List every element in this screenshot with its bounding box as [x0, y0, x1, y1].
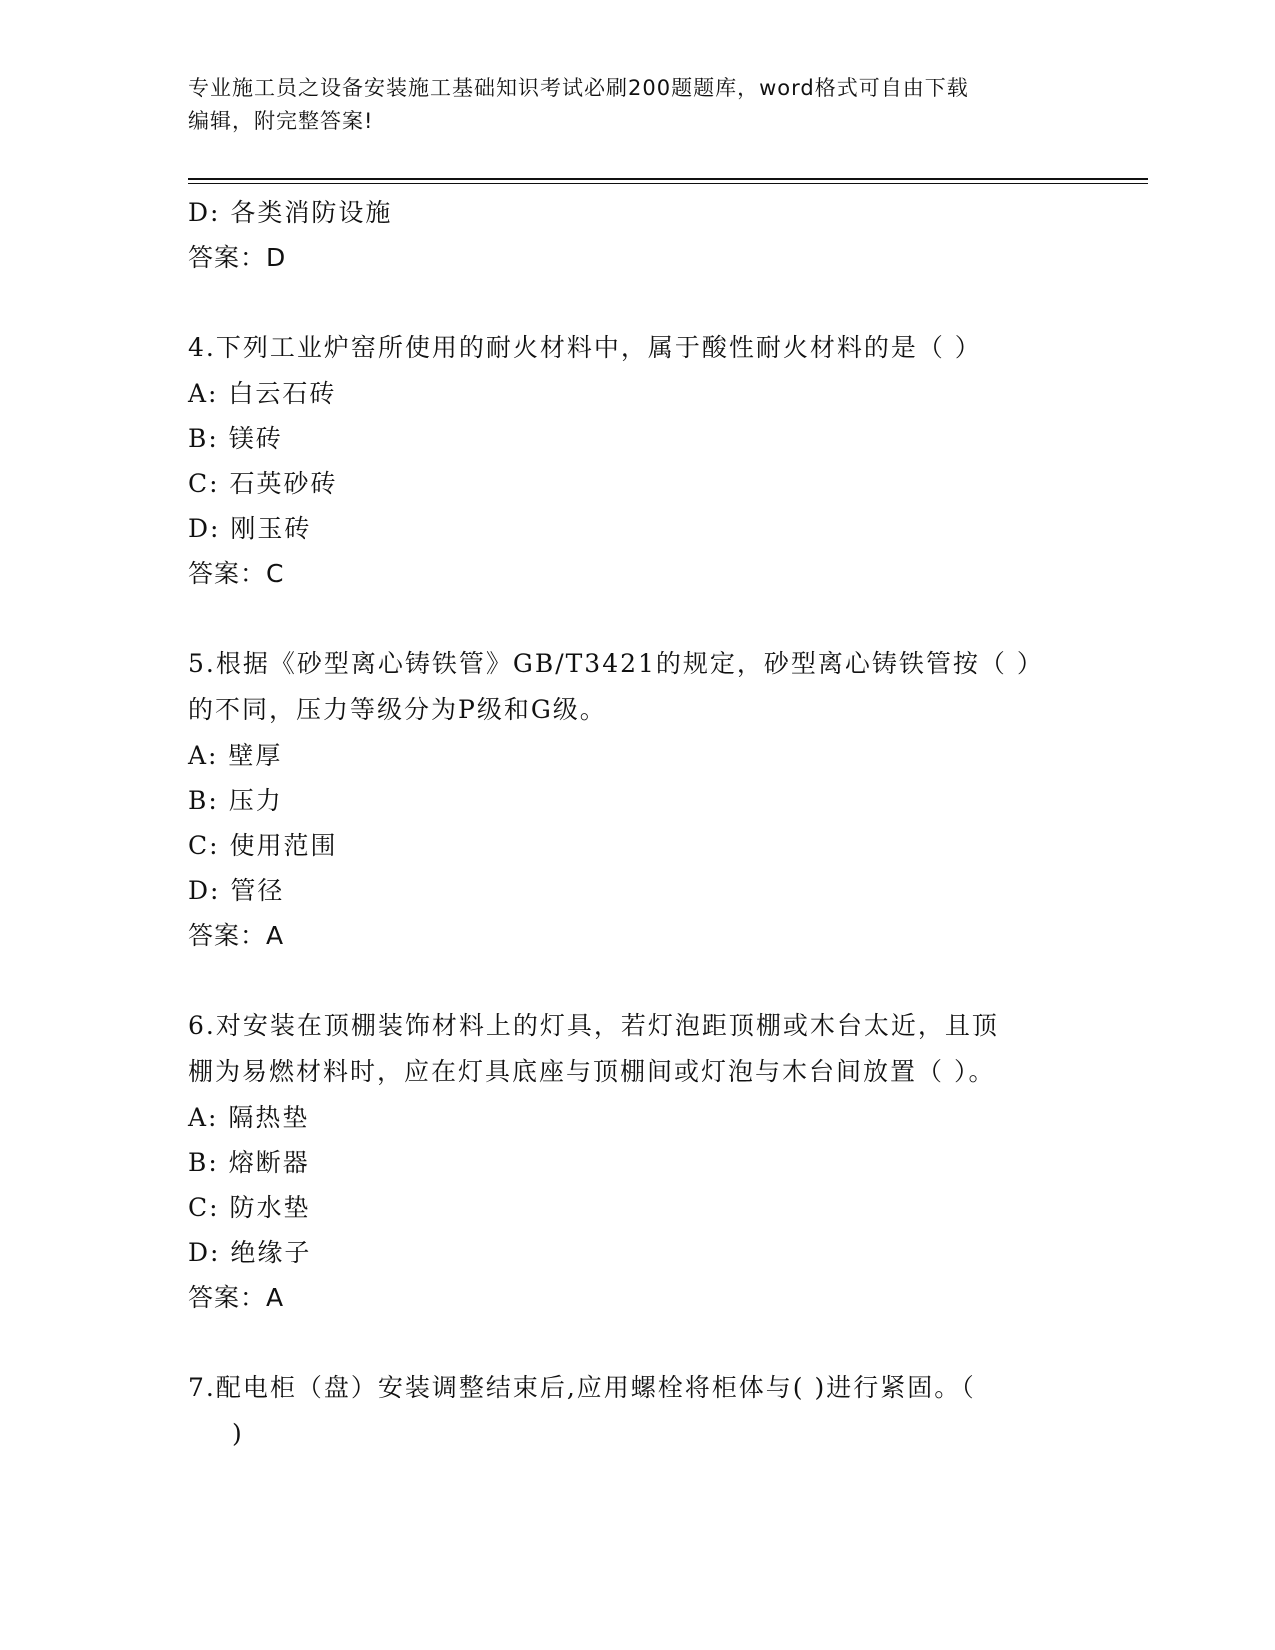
- question-text-line-2: 棚为易燃材料时，应在灯具底座与顶棚间或灯泡与木台间放置（ ）。: [188, 1057, 996, 1086]
- header-line-1: 专业施工员之设备安装施工基础知识考试必刷200题题库，word格式可自由下载: [188, 76, 969, 100]
- option-a: A: 隔热垫: [188, 1103, 310, 1132]
- question-text-line-1: 7.配电柜（盘）安装调整结束后,应用螺栓将柜体与( )进行紧固。（: [188, 1373, 976, 1402]
- option-a: A: 壁厚: [188, 741, 283, 770]
- document-header: [188, 72, 1068, 138]
- option-c: C: 防水垫: [188, 1193, 311, 1222]
- option-d: D: 绝缘子: [188, 1238, 312, 1267]
- option-d: D: 刚玉砖: [188, 514, 312, 543]
- answer: 答案：C: [188, 559, 285, 588]
- carryover-answer: 答案：D: [188, 243, 287, 272]
- header-line-2: 编辑，附完整答案!: [188, 109, 374, 133]
- option-a: A: 白云石砖: [188, 379, 337, 408]
- option-d: D: 管径: [188, 876, 285, 905]
- option-b: B: 熔断器: [188, 1148, 310, 1177]
- header-divider: [188, 178, 1148, 180]
- option-c: C: 石英砂砖: [188, 469, 338, 498]
- question-text-line-2: 的不同，压力等级分为P级和G级。: [188, 695, 607, 724]
- option-b: B: 镁砖: [188, 424, 283, 453]
- question-content: [188, 190, 1088, 1457]
- question-text: 4.下列工业炉窑所使用的耐火材料中，属于酸性耐火材料的是（ ）: [188, 333, 982, 362]
- option-c: C: 使用范围: [188, 831, 338, 860]
- question-text-line-2: ): [232, 1419, 244, 1448]
- header-divider-thin: [188, 183, 1148, 184]
- question-6: [188, 1003, 1088, 1320]
- question-text-line-1: 5.根据《砂型离心铸铁管》GB/T3421的规定，砂型离心铸铁管按（ ）: [188, 649, 1044, 678]
- question-5: [188, 641, 1088, 958]
- question-7: [188, 1365, 1088, 1457]
- question-text-line-1: 6.对安装在顶棚装饰材料上的灯具，若灯泡距顶棚或木台太近，且顶: [188, 1011, 999, 1040]
- option-b: B: 压力: [188, 786, 283, 815]
- carryover-option-d: D: 各类消防设施: [188, 198, 393, 227]
- answer: 答案：A: [188, 921, 285, 950]
- answer: 答案：A: [188, 1283, 285, 1312]
- question-4: [188, 325, 1088, 596]
